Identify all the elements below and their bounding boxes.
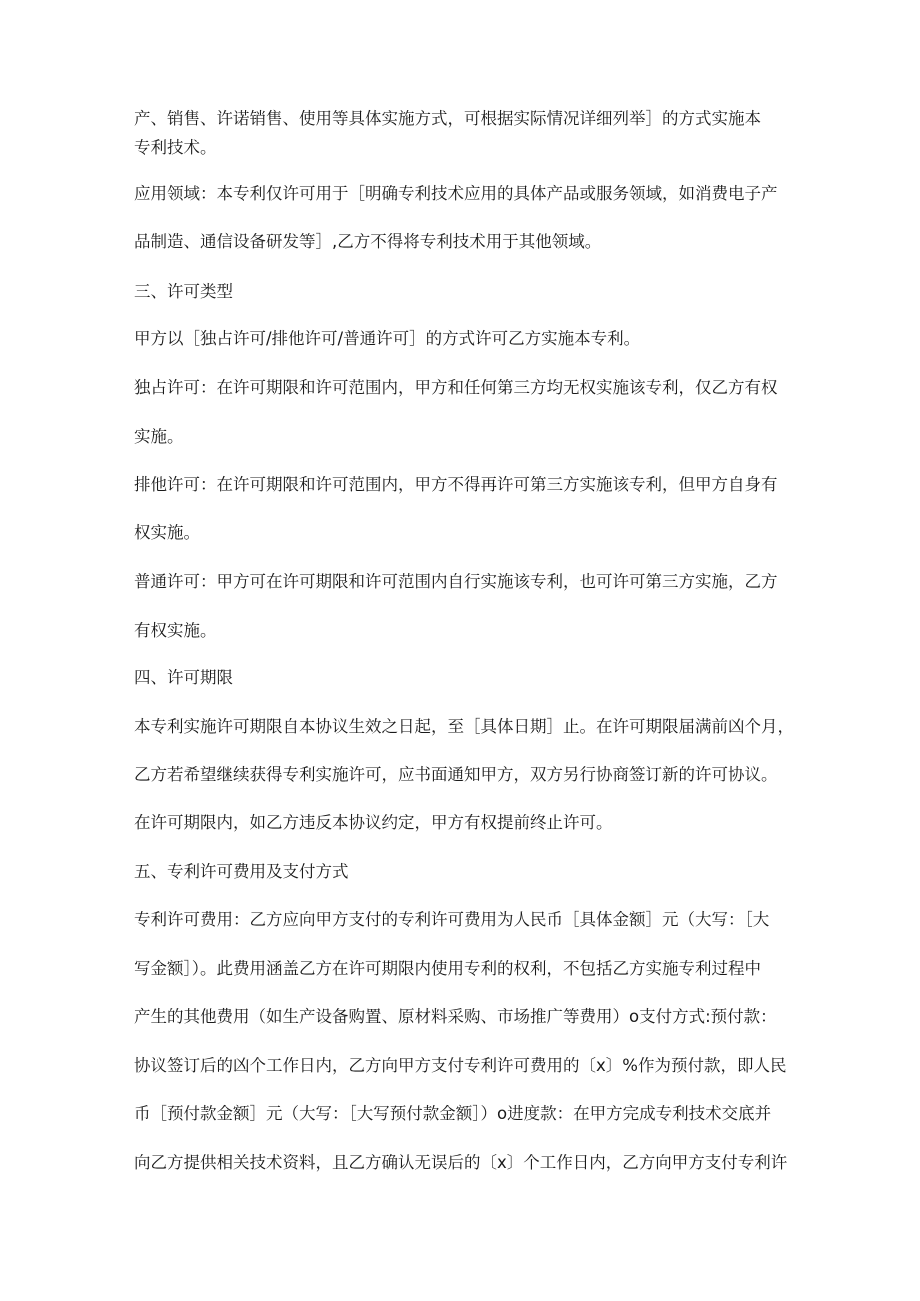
- body-text-line: 权实施。: [134, 523, 200, 542]
- body-text-line: 币［预付款金额］元（大写：［大写预付款金额］）o进度款：在甲方完成专利技术交底并: [134, 1104, 772, 1123]
- body-text-line: 乙方若希望继续获得专利实施许可，应书面通知甲方，双方另行协商签订新的许可协议。: [134, 765, 778, 784]
- body-text-line: 品制造、通信设备研发等］,乙方不得将专利技术用于其他领域。: [134, 232, 602, 251]
- section-heading: 三、许可类型: [134, 282, 233, 301]
- section-heading: 五、专利许可费用及支付方式: [134, 862, 349, 881]
- body-text-line: 写金额］）。此费用涵盖乙方在许可期限内使用专利的权利，不包括乙方实施专利过程中: [134, 959, 761, 978]
- body-text-line: 专利技术。: [134, 138, 217, 157]
- body-text-line: 在许可期限内，如乙方违反本协议约定，甲方有权提前终止许可。: [134, 813, 613, 832]
- body-text-line: 专利许可费用：乙方应向甲方支付的专利许可费用为人民币［具体金额］元（大写：［大: [134, 910, 770, 929]
- body-text-line: 应用领域：本专利仅许可用于［明确专利技术应用的具体产品或服务领域，如消费电子产: [134, 184, 778, 203]
- body-text-line: 产、销售、许诺销售、使用等具体实施方式，可根据实际情况详细列举］的方式实施本: [134, 109, 761, 128]
- body-text-line: 产生的其他费用（如生产设备购置、原材料采购、市场推广等费用）o支付方式:预付款：: [134, 1007, 777, 1026]
- body-text-line: 向乙方提供相关技术资料，且乙方确认无误后的〔x〕个工作日内，乙方向甲方支付专利许: [134, 1153, 788, 1172]
- section-heading: 四、许可期限: [134, 668, 233, 687]
- body-text-line: 实施。: [134, 427, 184, 446]
- body-text-line: 排他许可：在许可期限和许可范围内，甲方不得再许可第三方实施该专利，但甲方自身有: [134, 475, 778, 494]
- body-text-line: 独占许可：在许可期限和许可范围内，甲方和任何第三方均无权实施该专利，仅乙方有权: [134, 378, 778, 397]
- body-text-line: 甲方以［独占许可/排他许可/普通许可］的方式许可乙方实施本专利。: [134, 329, 641, 348]
- body-text-line: 协议签订后的凶个工作日内，乙方向甲方支付专利许可费用的〔x〕%作为预付款，即人民: [134, 1056, 787, 1075]
- body-text-line: 普通许可：甲方可在许可期限和许可范围内自行实施该专利，也可许可第三方实施，乙方: [134, 572, 778, 591]
- body-text-line: 本专利实施许可期限自本协议生效之日起，至［具体日期］止。在许可期限届满前凶个月，: [134, 717, 794, 736]
- body-text-line: 有权实施。: [134, 621, 217, 640]
